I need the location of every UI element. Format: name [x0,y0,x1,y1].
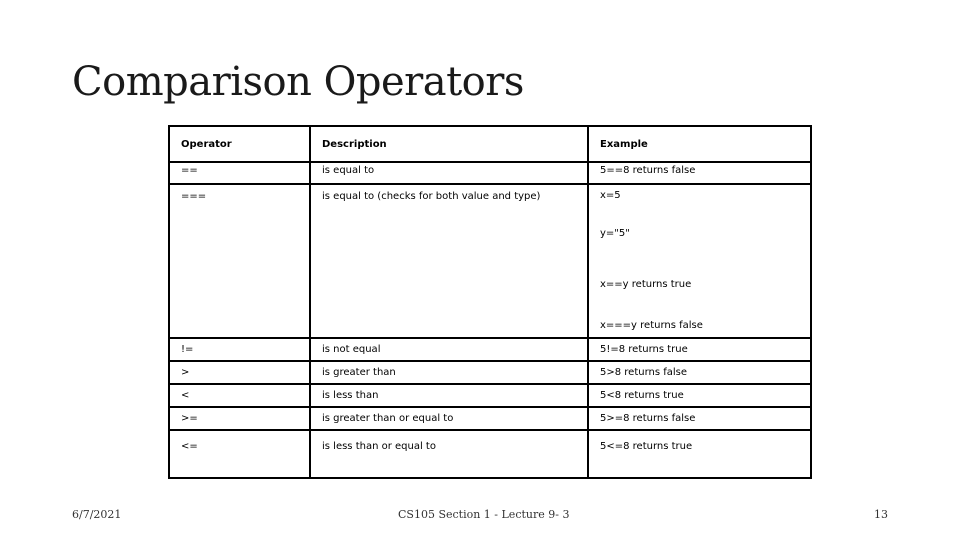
operator-cell: > [169,361,310,384]
table-row [169,361,811,384]
operators-table [168,125,812,479]
operator-cell: < [169,384,310,407]
example-cell: 5>=8 returns false [588,407,811,430]
example-cell: 5<=8 returns true [588,430,811,478]
description-cell: is not equal [310,338,588,361]
table-row [169,162,811,184]
example-line: y="5" [600,228,630,239]
operator-cell: <= [169,430,310,478]
example-cell [588,184,811,338]
table-header-row [169,126,811,162]
description-cell: is greater than or equal to [310,407,588,430]
operator-cell: === [169,184,310,338]
description-cell: is less than [310,384,588,407]
footer-date: 6/7/2021 [72,508,122,521]
operator-cell: == [169,162,310,184]
slide-title: Comparison Operators [72,59,524,105]
example-line: x==y returns true [600,279,692,290]
header-example: Example [588,126,811,162]
example-cell: 5!=8 returns true [588,338,811,361]
description-cell: is equal to (checks for both value and type) [310,184,588,338]
example-line: x=5 [600,190,621,201]
description-cell: is less than or equal to [310,430,588,478]
table-row [169,407,811,430]
operator-cell: >= [169,407,310,430]
example-lines [600,191,799,331]
page-number: 13 [874,508,888,521]
header-operator: Operator [169,126,310,162]
operator-cell: != [169,338,310,361]
table-row [169,430,811,478]
footer-course: CS105 Section 1 - Lecture 9- 3 [398,508,570,521]
description-cell: is greater than [310,361,588,384]
example-cell: 5<8 returns true [588,384,811,407]
table-row [169,338,811,361]
table-row [169,184,811,338]
example-cell: 5>8 returns false [588,361,811,384]
description-cell: is equal to [310,162,588,184]
example-cell: 5==8 returns false [588,162,811,184]
table-row [169,384,811,407]
example-line: x===y returns false [600,320,703,331]
header-description: Description [310,126,588,162]
